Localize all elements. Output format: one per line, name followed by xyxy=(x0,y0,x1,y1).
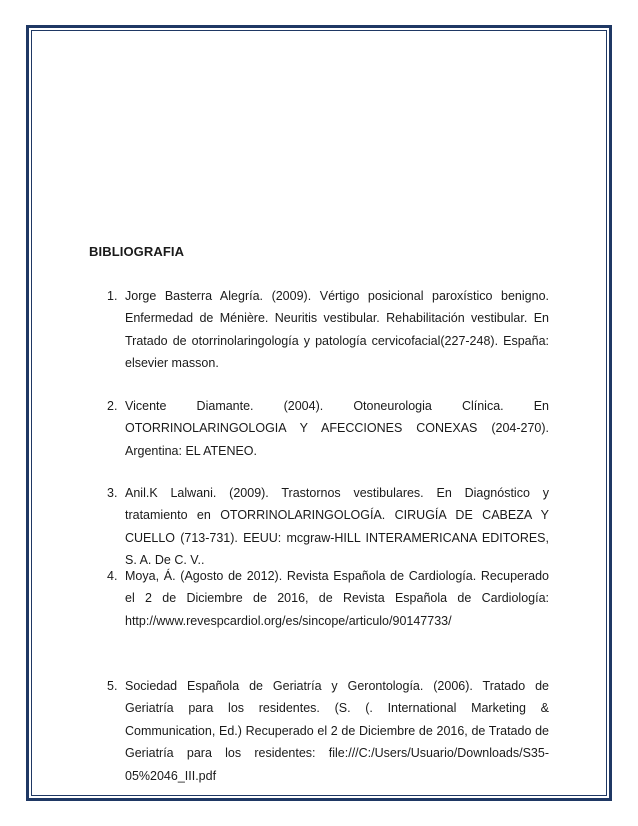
reference-text: Sociedad Española de Geriatría y Gerontología. (2006). Tratado de Geriatría para los residentes. (S. (. International Marketing & Communication, Ed.) Recuperado el 2 de Diciembre de 2016, de Tratado de Geriatría para los residentes: file:///C:/Users/Usuario/Downloads/S35-05%2046_III.pdf xyxy=(125,679,549,783)
reference-number: 5. xyxy=(107,679,118,693)
reference-number: 3. xyxy=(107,486,118,500)
reference-item xyxy=(107,675,549,787)
reference-number: 1. xyxy=(107,289,118,303)
reference-item xyxy=(107,482,549,572)
reference-text: Vicente Diamante. (2004). Otoneurologia Clínica. En OTORRINOLARINGOLOGIA Y AFECCIONES CONEXAS (204-270). Argentina: EL ATENEO. xyxy=(125,399,549,458)
reference-item xyxy=(107,395,549,462)
reference-item xyxy=(107,565,549,632)
reference-item xyxy=(107,285,549,375)
bibliography-heading: BIBLIOGRAFIA xyxy=(89,244,185,259)
reference-number: 2. xyxy=(107,399,118,413)
reference-text: Jorge Basterra Alegría. (2009). Vértigo posicional paroxístico benigno. Enfermedad de Ménière. Neuritis vestibular. Rehabilitación vestibular. En Tratado de otorrinolaringología y patología cervicofacial(227-248). España: elsevier masson. xyxy=(125,289,549,371)
reference-text: Anil.K Lalwani. (2009). Trastornos vestibulares. En Diagnóstico y tratamiento en OTORRINOLARINGOLOGÍA. CIRUGÍA DE CABEZA Y CUELLO (713-731). EEUU: mcgraw-HILL INTERAMERICANA EDITORES, S. A. De C. V.. xyxy=(125,486,549,568)
reference-number: 4. xyxy=(107,569,118,583)
reference-text: Moya, Á. (Agosto de 2012). Revista Española de Cardiología. Recuperado el 2 de Diciembre de 2016, de Revista Española de Cardiología: http://www.revespcardiol.org/es/sincope/articulo/90147733/ xyxy=(125,569,549,628)
